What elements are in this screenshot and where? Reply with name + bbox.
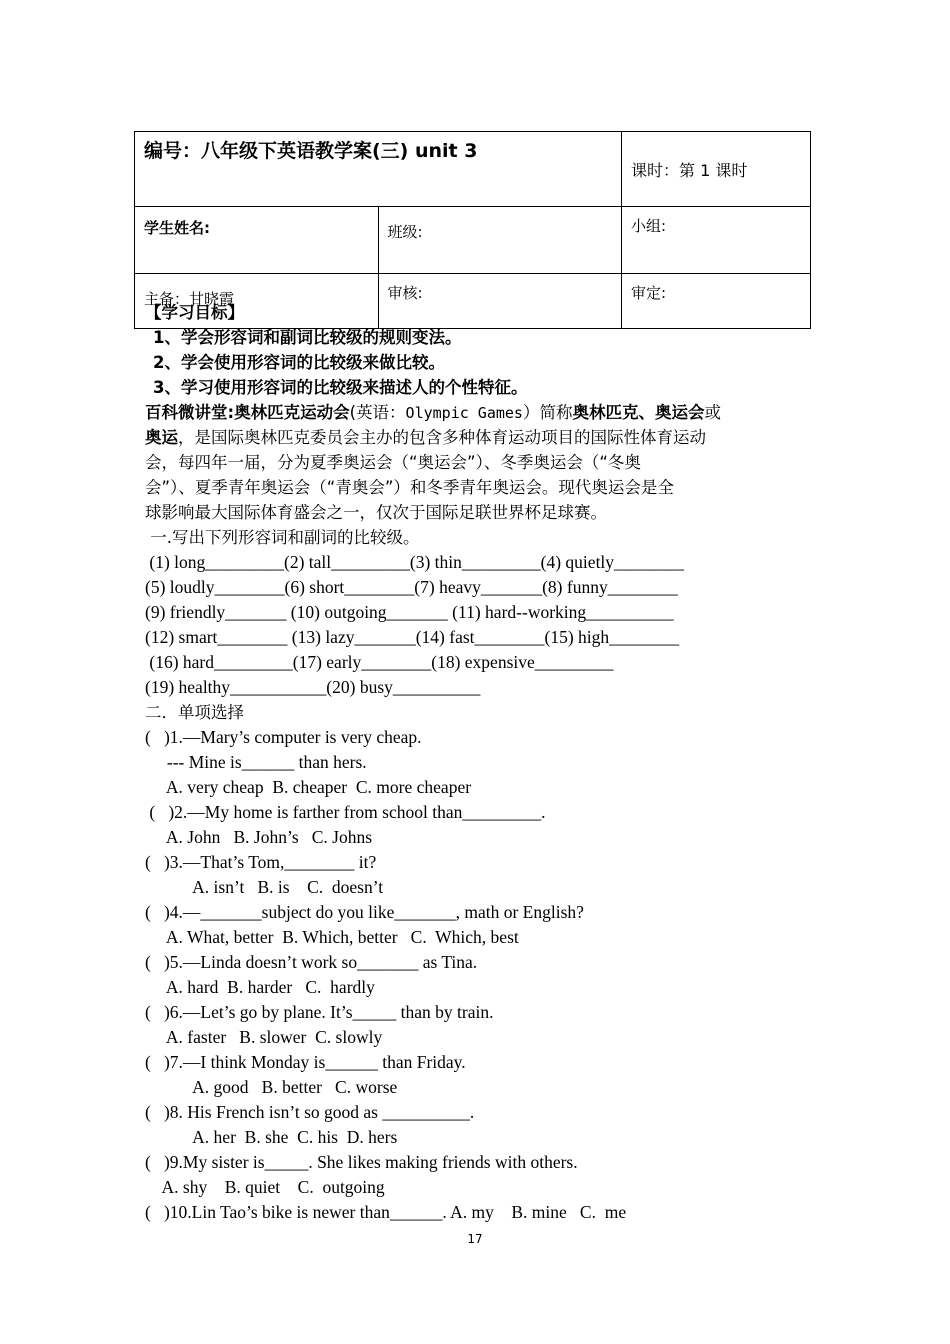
group-label: 小组: [622,207,811,274]
question-line: ( )3.—That’s Tom,________ it? [145,852,377,872]
encyclopedia-text: ，是国际奥林匹克委员会主办的包含多种体育运动项目的国际性体育运动 [178,428,706,447]
encyclopedia-line: 会，每四年一届，分为夏季奥运会（“奥运会”）、冬季奥运会（“冬奥 [145,453,641,472]
exercise-line: (16) hard_________(17) early________(18) expensive_________ [145,652,614,672]
worksheet-body [145,300,825,1225]
preparer-label: 主备：甘晓霞 [135,274,379,329]
exercise-line: (19) healthy___________(20) busy__________ [145,677,481,697]
approver-label: 审定: [622,274,811,329]
exercise-line: (12) smart________ (13) lazy_______(14) fast________(15) high________ [145,627,680,647]
short-name-or: 或 [704,403,721,422]
question-line: --- Mine is______ than hers. [145,752,367,772]
short-name-2: 奥运会 [654,403,705,422]
question-line: ( )1.—Mary’s computer is very cheap. [145,727,422,747]
question-line: ( )7.—I think Monday is______ than Friday. [145,1052,466,1072]
question-line: A. her B. she C. his D. hers [145,1127,398,1147]
section1-heading: 一.写出下列形容词和副词的比较级。 [145,528,420,547]
objective-item: 2、学会使用形容词的比较级来做比较。 [153,353,445,372]
encyclopedia-label: 百科微讲堂: [145,403,235,422]
question-line: A. John B. John’s C. Johns [145,827,373,847]
olympics-english: Olympic Games [405,404,523,422]
class-label: 班级: [378,207,622,274]
question-line: ( )5.—Linda doesn’t work so_______ as Tina. [145,952,478,972]
encyclopedia-line: 球影响最大国际体育盛会之一，仅次于国际足联世界杯足球赛。 [145,503,607,522]
reviewer-label: 审核: [378,274,622,329]
question-line: ( )9.My sister is_____. She likes making friends with others. [145,1152,578,1172]
question-line: A. good B. better C. worse [145,1077,398,1097]
question-line: ( )8. His French isn’t so good as __________. [145,1102,475,1122]
olympics-term: 奥林匹克运动会 [234,403,350,422]
encyclopedia-line: 会”）、夏季青年奥运会（“青奥会”）和冬季青年奥运会。现代奥运会是全 [145,478,674,497]
exercise-line: (9) friendly_______ (10) outgoing_______ (11) hard--working__________ [145,602,674,622]
question-line: ( )2.—My home is farther from school than_________. [145,802,546,822]
question-line: A. What, better B. Which, better C. Which, best [145,927,519,947]
encyclopedia-line [145,425,825,450]
short-name-sep: 、 [638,403,655,422]
encyclopedia-line [145,400,825,425]
question-line: A. hard B. harder C. hardly [145,977,375,997]
question-line: ( )6.—Let’s go by plane. It’s_____ than by train. [145,1002,494,1022]
question-line: A. very cheap B. cheaper C. more cheaper [145,777,472,797]
question-line: A. shy B. quiet C. outgoing [145,1177,385,1197]
objective-item: 1、学会形容词和副词比较级的规则变法。 [153,328,462,347]
student-name-label: 学生姓名: [135,207,379,274]
lesson-period: 课时：第 1 课时 [622,132,811,207]
short-name-1: 奥林匹克 [572,403,639,422]
objective-item: 3、学习使用形容词的比较级来描述人的个性特征。 [153,378,528,397]
exercise-line: (1) long_________(2) tall_________(3) thin_________(4) quietly________ [145,552,685,572]
lesson-title: 编号：八年级下英语教学案(三) unit 3 [135,132,622,207]
question-line: A. isn’t B. is C. doesn’t [145,877,384,897]
section2-heading: 二．单项选择 [145,703,244,722]
question-line: A. faster B. slower C. slowly [145,1027,383,1047]
question-line: ( )4.—_______subject do you like_______, math or English? [145,902,584,922]
paren-open: (英语： [349,403,406,422]
short-name-3: 奥运 [145,428,178,447]
objectives-heading: 【学习目标】 [145,303,244,322]
page-number: 17 [467,1232,483,1246]
exercise-line: (5) loudly________(6) short________(7) heavy_______(8) funny________ [145,577,678,597]
short-name-intro: ）简称 [522,403,573,422]
question-line: ( )10.Lin Tao’s bike is newer than______. A. my B. mine C. me [145,1202,627,1222]
